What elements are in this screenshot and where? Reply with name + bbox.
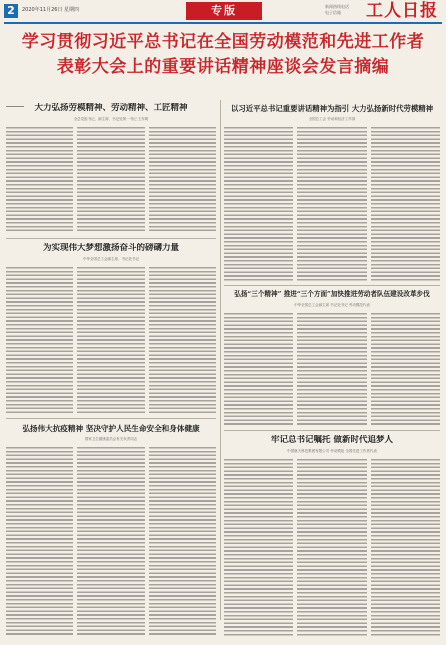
section-divider <box>224 430 440 431</box>
article-1-body <box>6 127 216 233</box>
text-column <box>371 127 440 281</box>
article-4 <box>224 286 440 428</box>
article-3 <box>6 240 216 415</box>
text-column <box>6 127 73 233</box>
paper-info: 新闻热线电话 电子信箱 <box>325 4 349 15</box>
section-divider <box>224 285 440 286</box>
article-3-title: 为实现伟大梦想激扬奋斗的磅礴力量 <box>42 243 179 253</box>
article-6-byline: 中国航天科技集团有限公司 劳动模范 全国先进工作者代表 <box>287 449 377 453</box>
issue-date: 2020年11月26日 星期四 <box>22 7 80 13</box>
article-4-body <box>224 313 440 426</box>
article-1-title: 大力弘扬劳模精神、劳动精神、工匠精神 <box>34 103 188 113</box>
text-column <box>224 313 293 426</box>
text-column <box>224 459 293 637</box>
column-divider <box>220 100 221 620</box>
article-6 <box>224 432 440 640</box>
article-6-title: 牢记总书记嘱托 做新时代追梦人 <box>271 435 393 445</box>
article-1-byline: 全总党组书记、副主席、书记处第一书记 王东明 <box>73 117 149 121</box>
article-4-byline: 中华全国总工会副主席 书记处书记 劳动模范代表 <box>294 303 370 307</box>
section-divider <box>6 418 216 419</box>
article-4-title: 弘扬“三个精神” 推进“三个方面”加快推进劳动者队伍建设改革步伐 <box>234 290 430 298</box>
headline-line-2: 表彰大会上的重要讲话精神座谈会发言摘编 <box>56 57 390 77</box>
page-number: 2 <box>4 4 18 18</box>
text-column <box>297 459 366 637</box>
text-column <box>297 127 366 281</box>
headline-line-1: 学习贯彻习近平总书记在全国劳动模范和先进工作者 <box>21 32 425 52</box>
text-column <box>149 447 216 637</box>
article-2-body <box>224 127 440 281</box>
article-5-byline: 国家卫生健康委员会有关负责同志 <box>84 437 138 441</box>
page-header <box>0 0 446 24</box>
masthead-logo: 工人日报 <box>366 1 438 21</box>
text-column <box>6 267 73 413</box>
section-tag: 专版 <box>186 2 262 20</box>
text-column <box>77 267 144 413</box>
article-1 <box>6 100 216 235</box>
text-column <box>297 313 366 426</box>
article-2-title: 以习近平总书记重要讲话精神为指引 大力弘扬新时代劳模精神 <box>230 104 434 113</box>
article-2 <box>224 100 440 283</box>
text-column <box>371 459 440 637</box>
text-column <box>149 267 216 413</box>
article-3-body <box>6 267 216 413</box>
article-6-body <box>224 459 440 637</box>
text-column <box>77 447 144 637</box>
text-column <box>224 127 293 281</box>
article-2-byline: 全国总工会 劳动和经济工作部 <box>308 117 356 121</box>
main-headline <box>0 30 446 80</box>
article-5-body <box>6 447 216 637</box>
text-column <box>77 127 144 233</box>
text-column <box>371 313 440 426</box>
section-divider <box>6 238 216 239</box>
article-5 <box>6 420 216 640</box>
text-column <box>6 447 73 637</box>
article-5-title: 弘扬伟大抗疫精神 坚决守护人民生命安全和身体健康 <box>22 424 200 433</box>
text-column <box>149 127 216 233</box>
article-3-byline: 中华全国总工会副主席、书记处书记 <box>83 257 139 261</box>
header-rule <box>4 22 442 24</box>
